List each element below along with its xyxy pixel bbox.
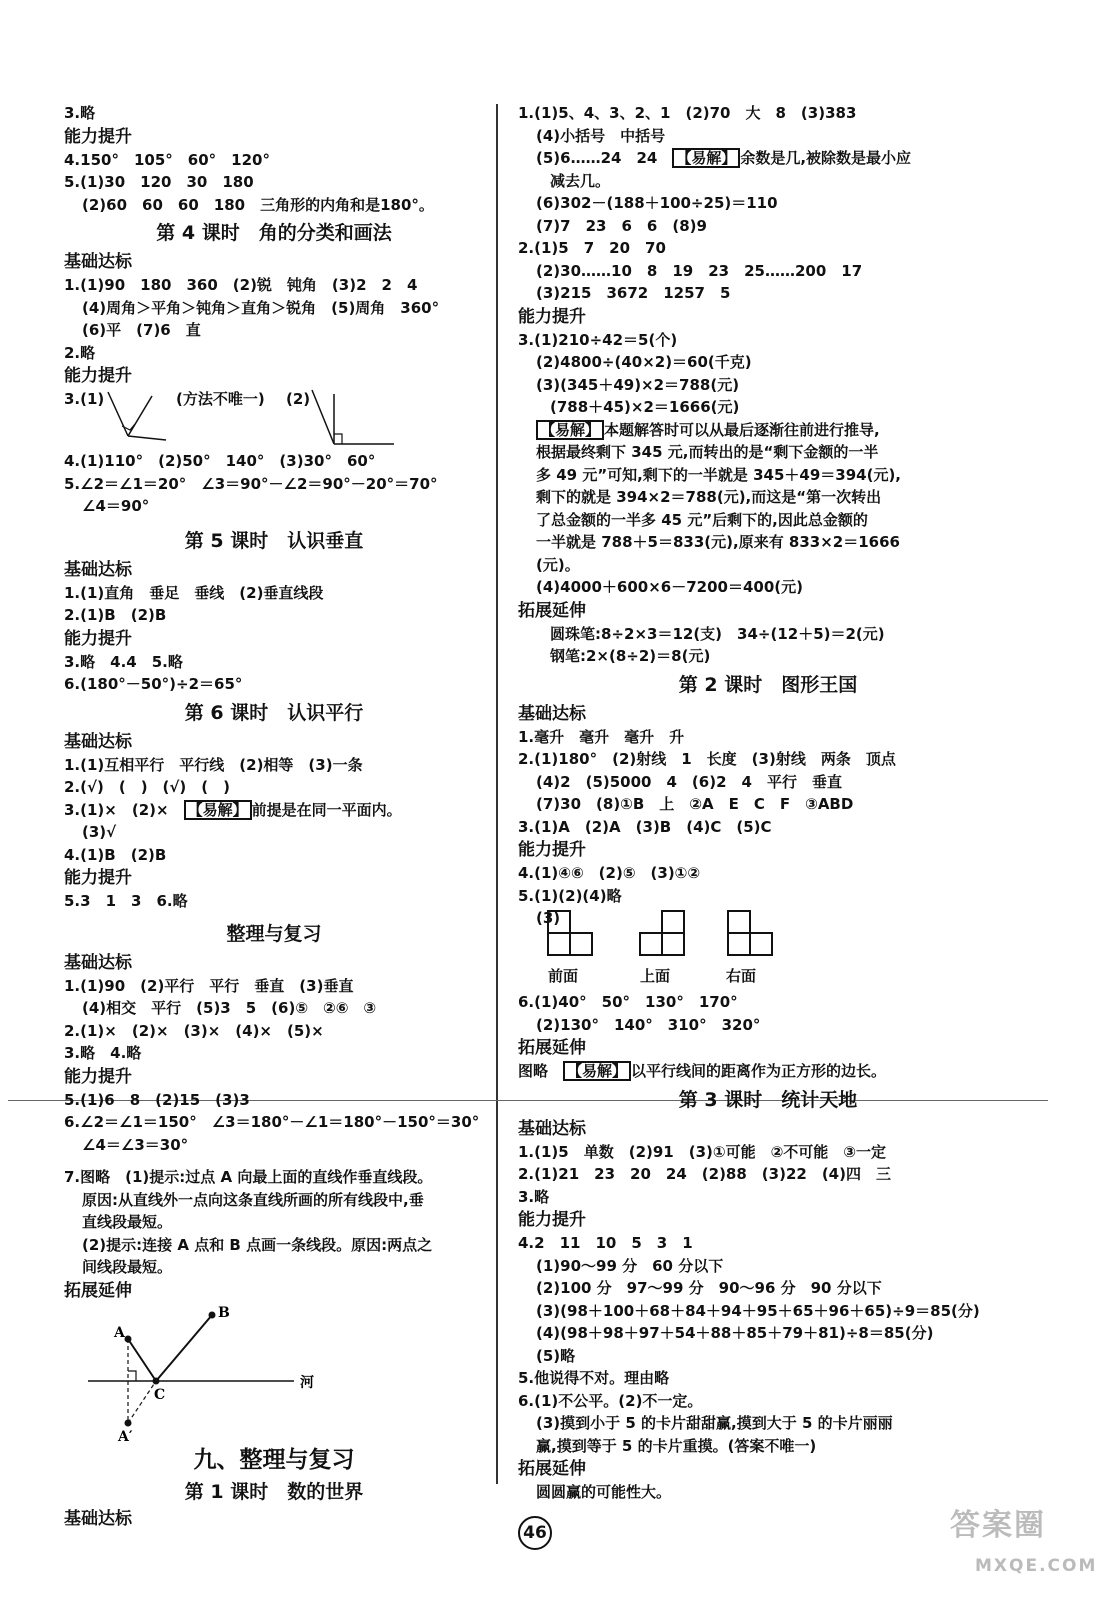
answer-line: (4)相交 平行 (5)3 5 (6)⑤ ②⑥ ③ [82, 999, 377, 1017]
answer-line: (元)。 [536, 555, 580, 574]
answer-line: 4.(1)B (2)B [64, 845, 167, 864]
point-a-label: A [114, 1324, 125, 1341]
answer-line: 2.(1)B (2)B [64, 606, 167, 624]
answer-line: 3.(1)210÷42＝5(个) [518, 330, 678, 349]
point-c-label: C [154, 1386, 166, 1403]
river-label: 河 [300, 1374, 314, 1391]
answer-line: 赢,摸到等于 5 的卡片重摸。(答案不唯一) [536, 1436, 817, 1455]
answer-line: 4.2 11 10 5 3 1 [518, 1234, 693, 1252]
answer-line: 圆圆赢的可能性大。 [536, 1483, 672, 1501]
answer-text: 本题解答时可以从最后逐渐往前进行推导, [604, 420, 880, 439]
answer-line: 5.(1)(2)(4)略 [518, 886, 622, 905]
answer-line: 1.(1)直角 垂足 垂线 (2)垂直线段 [64, 583, 324, 602]
answer-line: 5.(1)6 8 (2)15 (3)3 [64, 1090, 250, 1109]
section-label: 拓展延伸 [518, 600, 586, 621]
right-view [728, 911, 772, 955]
answer-line: ∠4＝90° [82, 497, 150, 515]
answer-line: 5.他说得不对。理由略 [518, 1369, 670, 1387]
lesson-title: 整理与复习 [226, 922, 322, 945]
answer-line: (3)215 3672 1257 5 [536, 284, 731, 302]
answer-line: 4.(1)④⑥ (2)⑤ (3)①② [518, 864, 701, 882]
section-label: 拓展延伸 [518, 1459, 586, 1479]
answer-line: (4)2 (5)5000 4 (6)2 4 平行 垂直 [536, 772, 842, 791]
section-label: 能力提升 [518, 840, 586, 860]
answer-line: 2.略 [64, 343, 96, 362]
answer-line: 2.(1)5 7 20 70 [518, 239, 666, 257]
answer-line: 多 49 元”可知,剩下的一半就是 345＋49＝394(元), [536, 465, 902, 484]
answer-text: 以平行线间的距离作为正方形的边长。 [631, 1062, 887, 1080]
tip-badge: 【易解】 [536, 420, 604, 440]
answer-line: 减去几。 [550, 171, 611, 190]
section-label: 能力提升 [64, 1066, 132, 1087]
answer-line: (4)周角＞平角＞钝角＞直角＞锐角 (5)周角 360° [82, 298, 440, 317]
section-label: 能力提升 [64, 868, 132, 888]
section-label: 基础达标 [64, 952, 132, 973]
answer-line: 4.150° 105° 60° 120° [64, 150, 270, 169]
left-column [64, 102, 484, 1531]
answer-line: (1)90～99 分 60 分以下 [536, 1256, 724, 1275]
answer-line: 5.(1)30 120 30 180 [64, 173, 254, 191]
section-label: 能力提升 [64, 628, 132, 649]
three-views-figure [546, 909, 946, 969]
point-a-prime-label: A′ [118, 1428, 133, 1445]
answer-line: (4)(98＋98＋97＋54＋88＋85＋79＋81)÷8＝85(分) [536, 1324, 934, 1342]
answer-line: 5.∠2＝∠1＝20° ∠3＝90°－∠2＝90°－20°＝70° [64, 474, 438, 493]
answer-line [518, 419, 1018, 442]
answer-line: 1.(1)90 (2)平行 平行 垂直 (3)垂直 [64, 976, 354, 995]
answer-line: 3.略 4.略 [64, 1044, 142, 1062]
answer-line: (7)7 23 6 6 (8)9 [536, 216, 707, 235]
lesson-title: 第 3 课时 统计天地 [678, 1088, 858, 1111]
three-views-row [518, 907, 1018, 991]
obtuse-angle-figure [308, 388, 398, 448]
answer-text: 余数是几,被除数是最小应 [740, 149, 912, 167]
section-label: 基础达标 [64, 731, 132, 752]
answer-line: (方法不唯一) [176, 390, 265, 408]
answer-line: 2.(√) ( ) (√) ( ) [64, 778, 230, 796]
answer-line: (2)100 分 97～99 分 90～96 分 90 分以下 [536, 1279, 882, 1297]
answer-line [518, 1060, 1018, 1083]
answer-line: (4)小括号 中括号 [536, 126, 666, 145]
view-label: 右面 [726, 967, 757, 985]
tip-badge: 【易解】 [563, 1061, 631, 1081]
tip-badge: 【易解】 [184, 800, 252, 820]
answer-line: 圆珠笔:8÷2×3＝12(支) 34÷(12＋5)＝2(元) [550, 624, 885, 643]
section-label: 能力提升 [518, 306, 586, 327]
river-shortest-path-figure [84, 1303, 344, 1443]
section-label: 能力提升 [64, 126, 132, 147]
column-divider [496, 104, 498, 1484]
section-label: 拓展延伸 [518, 1038, 586, 1058]
answer-line: (788＋45)×2＝1666(元) [550, 398, 740, 416]
view-label: 上面 [640, 967, 671, 985]
lesson-title: 第 2 课时 图形王国 [678, 673, 858, 696]
answer-line: (2)4800÷(40×2)＝60(千克) [536, 353, 752, 371]
answer-line: 根据最终剩下 345 元,而转出的是“剩下金额的一半 [536, 443, 879, 461]
answer-line [64, 799, 484, 822]
answer-line: 1.(1)5 单数 (2)91 (3)①可能 ②不可能 ③一定 [518, 1142, 886, 1161]
answer-text: 3.(1)× (2)× [64, 800, 184, 819]
answer-line: (2)30……10 8 19 23 25……200 17 [536, 261, 863, 280]
answer-line: ∠4＝∠3＝30° [82, 1135, 189, 1154]
answer-line: 3.略 [518, 1187, 550, 1206]
answer-line: 3.(1) [64, 390, 105, 408]
answer-line: (4)4000＋600×6－7200＝400(元) [536, 578, 803, 596]
answer-line: 6.(1)不公平。(2)不一定。 [518, 1391, 703, 1410]
answer-line: (7)30 (8)①B 上 ②A E C F ③ABD [536, 795, 854, 813]
answer-line: (3)(345＋49)×2＝788(元) [536, 375, 740, 394]
answer-line: (3) [536, 909, 561, 927]
answer-line: 5.3 1 3 6.略 [64, 892, 188, 910]
answer-line: 1.(1)90 180 360 (2)锐 钝角 (3)2 2 4 [64, 276, 418, 294]
section-label: 基础达标 [518, 703, 586, 724]
answer-line: 直线段最短。 [82, 1213, 173, 1231]
answer-line: 2.(1)21 23 20 24 (2)88 (3)22 (4)四 三 [518, 1165, 891, 1183]
answer-line: 4.(1)110° (2)50° 140° (3)30° 60° [64, 452, 376, 470]
answer-line: 3.略 [64, 104, 96, 122]
answer-line: (2)130° 140° 310° 320° [536, 1015, 761, 1034]
answer-line [518, 147, 1018, 170]
answer-line: 间线段最短。 [82, 1258, 173, 1276]
top-view [640, 911, 684, 955]
answer-text: 前提是在同一平面内。 [251, 800, 402, 819]
section-label: 拓展延伸 [64, 1280, 132, 1301]
section-label: 基础达标 [64, 1508, 132, 1529]
answer-line: 一半就是 788＋5＝833(元),原来有 833×2＝1666 [536, 533, 900, 551]
answer-line: 原因:从直线外一点向这条直线所画的所有线段中,垂 [82, 1190, 424, 1209]
answer-line: (3)(98＋100＋68＋84＋94＋95＋65＋96＋65)÷9＝85(分) [536, 1301, 980, 1320]
answer-line: 1.(1)5、4、3、2、1 (2)70 大 8 (3)383 [518, 104, 857, 122]
lesson-title: 第 4 课时 角的分类和画法 [156, 222, 392, 244]
answer-line: (3)摸到小于 5 的卡片甜甜赢,摸到大于 5 的卡片丽丽 [536, 1414, 893, 1432]
answer-line: 6.(1)40° 50° 130° 170° [518, 993, 738, 1011]
section-label: 能力提升 [64, 366, 132, 386]
answer-line: (5)略 [536, 1346, 576, 1365]
answer-line: (2) [286, 390, 311, 408]
answer-line: 钢笔:2×(8÷2)＝8(元) [550, 647, 711, 665]
answer-text: (5)6……24 24 [536, 149, 673, 167]
answer-line: 7.图略 (1)提示:过点 A 向最上面的直线作垂直线段。 [64, 1168, 433, 1186]
answer-line: 2.(1)× (2)× (3)× (4)× (5)× [64, 1021, 324, 1040]
answer-line: 2.(1)180° (2)射线 1 长度 (3)射线 两条 顶点 [518, 750, 896, 768]
watermark-logo: 答案圈 [950, 1508, 1046, 1543]
lesson-title: 第 1 课时 数的世界 [184, 1480, 364, 1503]
angle-drawing-row [64, 388, 484, 450]
page-number: 46 [518, 1516, 552, 1550]
chapter-title: 九、整理与复习 [193, 1446, 355, 1473]
right-column [518, 102, 1018, 1504]
answer-line: 1.(1)互相平行 平行线 (2)相等 (3)一条 [64, 755, 363, 774]
answer-line: (2)60 60 60 180 三角形的内角和是180°。 [82, 195, 434, 214]
point-b-label: B [218, 1304, 230, 1321]
answer-line: 1.毫升 毫升 毫升 升 [518, 727, 685, 746]
answer-line: 了总金额的一半多 45 元”后剩下的,因此总金额的 [536, 510, 868, 529]
view-label: 前面 [548, 967, 579, 985]
answer-line: 6.(180°－50°)÷2＝65° [64, 675, 243, 693]
tip-badge: 【易解】 [672, 148, 740, 168]
watermark-url: MXQE.COM [975, 1556, 1097, 1576]
section-label: 基础达标 [64, 559, 132, 580]
answer-line: 剩下的就是 394×2＝788(元),而这是“第一次转出 [536, 488, 882, 506]
answer-line: (2)提示:连接 A 点和 B 点画一条线段。原因:两点之 [82, 1235, 433, 1254]
front-view [548, 911, 592, 955]
answer-line: (3)√ [82, 823, 117, 841]
section-label: 基础达标 [64, 252, 132, 272]
answer-line: 3.(1)A (2)A (3)B (4)C (5)C [518, 817, 772, 836]
lesson-title: 第 6 课时 认识平行 [184, 701, 364, 724]
answer-text: 图略 [518, 1062, 564, 1080]
section-label: 能力提升 [518, 1210, 586, 1230]
lesson-title: 第 5 课时 认识垂直 [184, 529, 364, 552]
acute-angle-figure [100, 388, 170, 448]
section-label: 基础达标 [518, 1118, 586, 1139]
answer-line: 3.略 4.4 5.略 [64, 652, 183, 671]
answer-line: 6.∠2＝∠1＝150° ∠3＝180°－∠1＝180°－150°＝30° [64, 1113, 480, 1131]
answer-line: (6)平 (7)6 直 [82, 321, 201, 339]
answer-line: (6)302－(188＋100÷25)＝110 [536, 194, 778, 212]
